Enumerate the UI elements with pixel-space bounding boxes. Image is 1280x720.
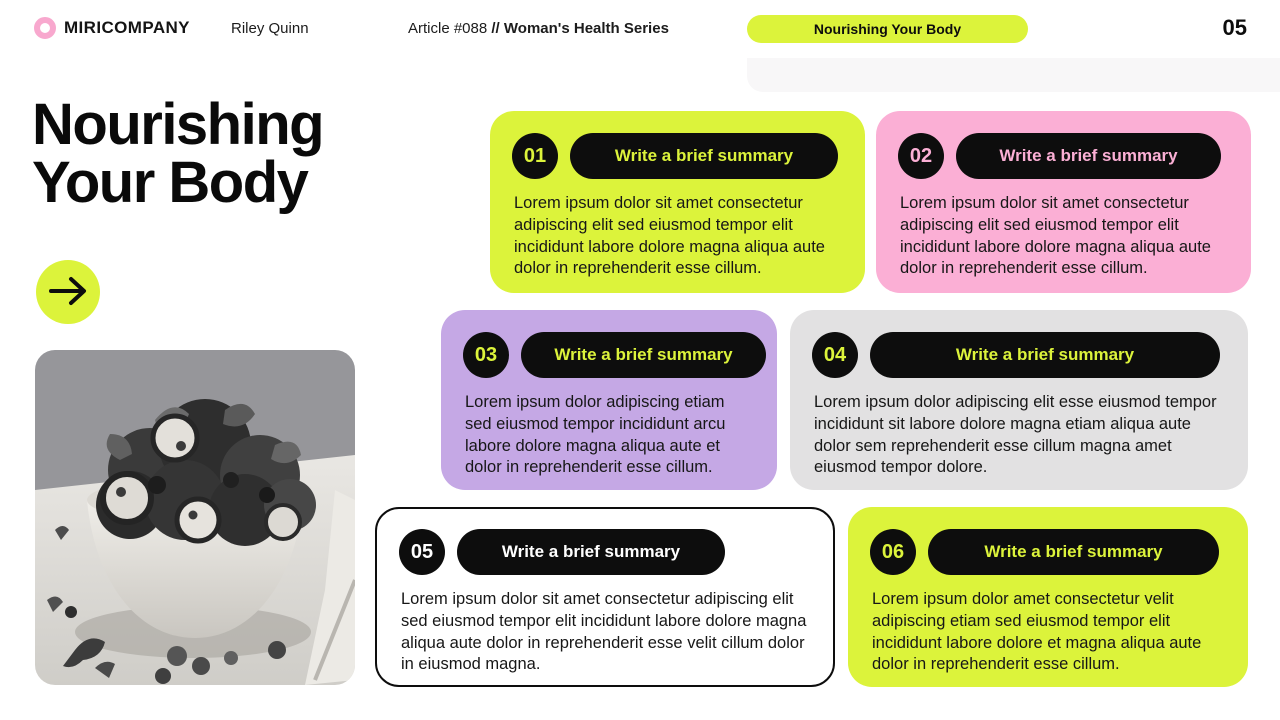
card-06-number-badge: 06 [870, 529, 916, 575]
card-01-body-text: Lorem ipsum dolor sit amet consectetur adipiscing elit sed eiusmod tempor elit incididunt labore dolore magna aliqua aute dolor in reprehenderit esse cillum. [514, 194, 825, 278]
card-03-header [441, 310, 777, 378]
article-number: Article #088 [408, 20, 492, 37]
card-04-body-text: Lorem ipsum dolor adipiscing elit esse eiusmod tempor incididunt sit labore dolore magna etiam aliqua aute dolor sem reprehenderit esse cillum magna amet eiusmod tempor dolore. [814, 393, 1217, 477]
card-01-header [490, 111, 865, 179]
topic-pill: Nourishing Your Body [747, 15, 1028, 43]
summary-card-03 [441, 310, 777, 490]
summary-card-01 [490, 111, 865, 293]
company-logo-icon [34, 17, 56, 39]
next-button[interactable] [36, 260, 100, 324]
summary-card-02 [876, 111, 1251, 293]
card-04-number-badge: 04 [812, 332, 858, 378]
brand-name: MIRICOMPANY [64, 18, 190, 37]
card-04-header [790, 310, 1248, 378]
card-01-number-badge: 01 [512, 133, 558, 179]
card-05-header [377, 509, 833, 575]
summary-card-04 [790, 310, 1248, 490]
salad-bowl-photo [35, 350, 355, 685]
card-06-header [848, 507, 1248, 575]
page-number: 05 [1222, 15, 1247, 40]
article-series: // Woman's Health Series [491, 20, 669, 37]
card-03-body-text: Lorem ipsum dolor adipiscing etiam sed eiusmod tempor incididunt arcu labore dolore magna aliqua aute et dolor in reprehenderit esse cillum. [465, 393, 726, 477]
card-02-header [876, 111, 1251, 179]
page-title-line1: Nourishing [32, 92, 324, 157]
card-05-body-text: Lorem ipsum dolor sit amet consectetur adipiscing elit sed eiusmod tempor elit incididunt labore dolore magna aliqua aute dolor in reprehenderit esse velit cillum dolor in eiusmod magna. [401, 590, 807, 674]
decor-band [747, 58, 1280, 92]
summary-card-05 [375, 507, 835, 687]
card-02-number-badge: 02 [898, 133, 944, 179]
card-03-number-badge: 03 [463, 332, 509, 378]
arrow-right-icon [49, 276, 87, 309]
article-reference [408, 20, 669, 37]
summary-card-06 [848, 507, 1248, 687]
header-bar [0, 0, 1280, 58]
page-title-line2: Your Body [32, 150, 308, 215]
card-06-body-text: Lorem ipsum dolor amet consectetur velit adipiscing etiam sed eiusmod tempor elit incididunt labore dolore et magna aliqua aute dolor in reprehenderit esse cillum. [872, 590, 1202, 674]
page-title [32, 92, 324, 215]
card-06-title-pill: Write a brief summary [928, 529, 1219, 575]
card-05-title-pill: Write a brief summary [457, 529, 725, 575]
card-04-title-pill: Write a brief summary [870, 332, 1220, 378]
card-03-title-pill: Write a brief summary [521, 332, 766, 378]
card-05-number-badge: 05 [399, 529, 445, 575]
brand [34, 17, 190, 39]
author-name: Riley Quinn [231, 20, 309, 37]
card-02-body-text: Lorem ipsum dolor sit amet consectetur adipiscing elit sed eiusmod tempor elit incididunt labore dolore magna aliqua aute dolor in reprehenderit esse cillum. [900, 194, 1211, 278]
card-01-title-pill: Write a brief summary [570, 133, 838, 179]
card-02-title-pill: Write a brief summary [956, 133, 1221, 179]
